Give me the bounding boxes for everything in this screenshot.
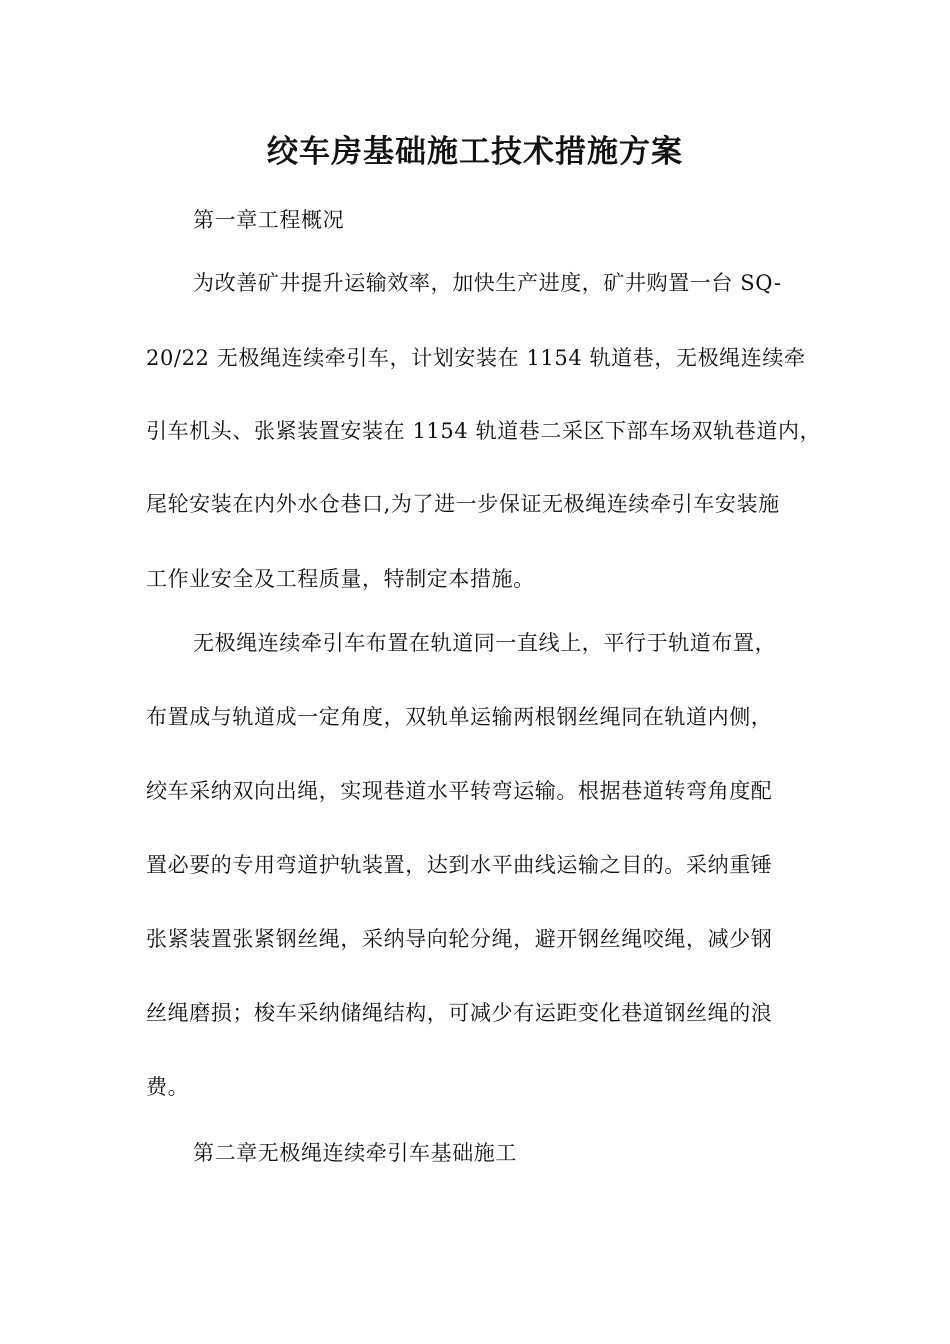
chapter-heading-1: 第一章工程概况 [193,208,345,232]
chapter-heading-2: 第二章无极绳连续牵引车基础施工 [193,1141,517,1165]
document-title: 绞车房基础施工技术措施方案 [267,134,683,170]
paragraph-line: 无极绳连续牵引车布置在轨道同一直线上，平行于轨道布置， [193,631,777,655]
paragraph-line: 绞车采纳双向出绳，实现巷道水平转弯运输。根据巷道转弯角度配 [146,779,773,803]
paragraph-line: 20/22 无极绳连续牵引车，计划安装在 1154 轨道巷，无极绳连续牵 [146,346,806,370]
paragraph-line: 布置成与轨道成一定角度，双轨单运输两根钢丝绳同在轨道内侧， [146,705,773,729]
paragraph-line: 费。 [146,1075,190,1099]
paragraph-line: 为改善矿井提升运输效率，加快生产进度，矿井购置一台 SQ- [193,271,782,295]
paragraph-line: 置必要的专用弯道护轨装置，达到水平曲线运输之目的。采纳重锤 [146,853,773,877]
paragraph-line: 丝绳磨损；梭车采纳储绳结构，可减少有运距变化巷道钢丝绳的浪 [146,1001,773,1025]
paragraph-line: 引车机头、张紧装置安装在 1154 轨道巷二采区下部车场双轨巷道内， [146,419,822,443]
paragraph-line: 尾轮安装在内外水仓巷口,为了进一步保证无极绳连续牵引车安装施 [146,492,780,516]
paragraph-line: 工作业安全及工程质量，特制定本措施。 [146,567,535,591]
paragraph-line: 张紧装置张紧钢丝绳，采纳导向轮分绳，避开钢丝绳咬绳，减少钢 [146,927,773,951]
